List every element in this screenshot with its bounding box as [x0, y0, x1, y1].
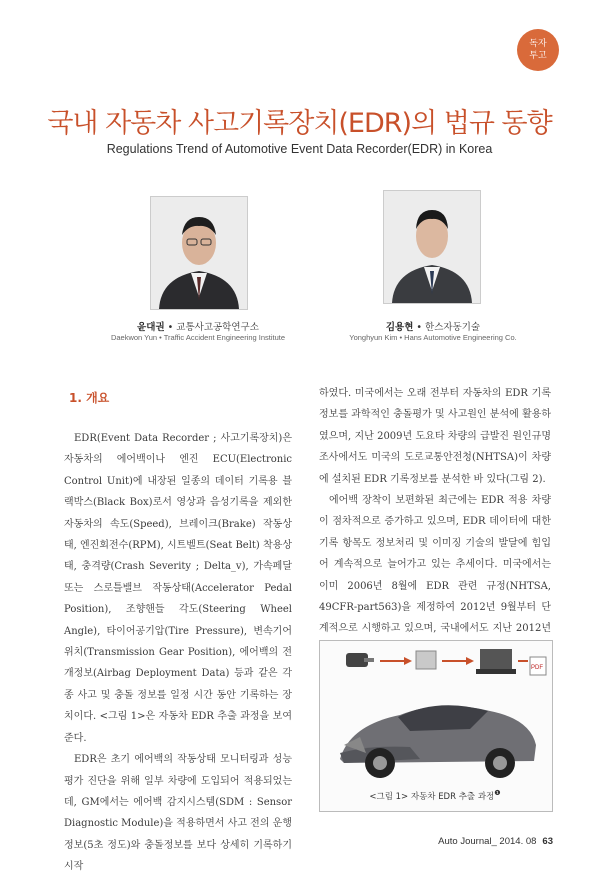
- author-1-english: Daekwon Yun • Traffic Accident Engineering Institute: [110, 333, 286, 342]
- reader-contribution-badge: [517, 29, 559, 71]
- paragraph-2: EDR은 초기 에어백의 작동상태 모니터링과 성능평가 진단을 위해 일부 차량에 도입되어 적용되었는데, GM에서는 에어백 감지시스템(SDM : Sensor Diagnostic Module)을 적용하면서 사고 전의 운행정보(5초 정도)와 충돌정보를 보다 상세히 기록하기 시작: [64, 754, 292, 873]
- figure-1: [319, 640, 553, 812]
- caption-text: <그림 1> 자동차 EDR 추출 과정: [369, 791, 495, 802]
- paragraph-1: EDR(Event Data Recorder ; 사고기록장치)은 자동차의 에어백이나 엔진 ECU(Electronic Control Unit)에 내장된 일종의 데이터 기록용 블랙박스(Black Box)로서 영상과 음성기록을 제외한 자동차의 속도(Speed), 브레이크(Brake) 작동상태, 엔진회전수(RPM), 시트벨트(Seat Belt) 착용상태, 충격량(Crash Severity ; Delta_v), 가속페달 또는 스로틀밸브 작동상태(Accelerator Pedal Position), 조향핸들 각도(Steering Wheel Angle), 타이어공기압(Tire Pressure), 변속기어 위치(Transmission Gear Position), 에어백의 전개정보(Airbag Deployment Data) 등과 같은 각종 사고 및 충돌 정보를 일정 시간 동안 기록하는 장치이다. <그림 1>은 자동차 EDR 추출 과정을 보여준다.: [64, 433, 292, 744]
- figure-1-caption: [319, 788, 551, 802]
- article-title: 국내 자동차 사고기록장치(EDR)의 법규 동향: [47, 108, 552, 139]
- author-2-name: [335, 319, 531, 333]
- note-mark: ❶: [494, 788, 501, 797]
- author-2-korean-name: 김용현: [385, 322, 414, 333]
- badge-line-2: 투고: [529, 51, 547, 61]
- page-number: 63: [542, 836, 553, 847]
- section-heading: 1. 개요: [69, 391, 110, 405]
- author-2-english: Yonghyun Kim • Hans Automotive Engineering Co.: [349, 333, 517, 342]
- left-column: [64, 428, 292, 878]
- author-1-affiliation: • 교통사고공학연구소: [164, 322, 259, 333]
- journal-name: Auto Journal_ 2014. 08: [438, 836, 537, 847]
- article-subtitle: Regulations Trend of Automotive Event Data Recorder(EDR) in Korea: [106, 142, 493, 156]
- paragraph-4: 에어백 장착이 보편화된 최근에는 EDR 적용 차량이 점차적으로 증가하고 있으며, EDR 데이터에 대한 기록 항목도 정보처리 및 이미징 기술의 발달에 힘입어 계속적으로 늘어가고 있는 추세이다. 미국에서는 이미 2006년 8월에 EDR 관련 규정(NHTSA, 49CFR-part563)을 제정하여 2012년 9월부터 단계적으로 시행하고 있으며, 국내에서도 지난 2012년: [319, 495, 551, 635]
- author-photo-2: [383, 190, 481, 304]
- paragraph-3: 하였다. 미국에서는 오래 전부터 자동차의 EDR 기록정보를 과학적인 충돌평가 및 사고원인 분석에 활용하였으며, 지난 2009년 도요타 차량의 급발진 원인규명 조사에서도 미국의 도로교통안전청(NHTSA)이 차량에 설치된 EDR 기록정보를 분석한 바 있다(그림 2).: [319, 388, 551, 485]
- author-2-affiliation: • 한스자동기술: [413, 322, 481, 333]
- author-1-name: [100, 319, 296, 333]
- author-photo-1: [150, 196, 248, 310]
- page-footer: [438, 836, 553, 847]
- right-column: [319, 383, 551, 661]
- figure-1-illustration: [320, 641, 552, 791]
- author-1-korean-name: 윤대권: [137, 322, 165, 333]
- pdf-icon-label: PDF: [531, 665, 543, 671]
- badge-line-1: 독자: [529, 39, 547, 49]
